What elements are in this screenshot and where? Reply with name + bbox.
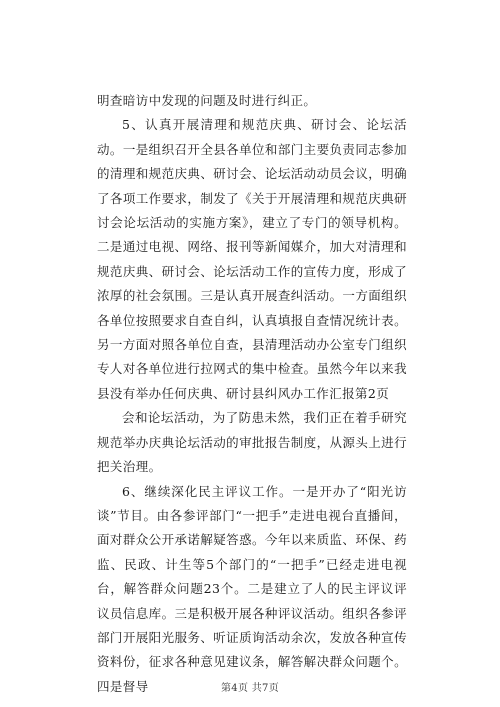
paragraph-item-5: 5、认真开展清理和规范庆典、研讨会、论坛活动。一是组织召开全县各单位和部门主要负责同志参加的清理和规范庆典、研讨会、论坛活动动员会议，明确了各项工作要求，制发了《关于开展清理和规范庆典研讨会论坛活动的实施方案》，建立了专门的领导机构。二是通过电视、网络、报刊等新闻媒介，加大对清理和规范庆典、研讨会、论坛活动工作的宣传力度，形成了浓厚的社会氛围。三是认真开展查纠活动。一方面组织各单位按照要求自查自纠，认真填报自查情况统计表。另一方面对照各单位自查，县清理活动办公室专门组织专人对各单位进行拉网式的集中检查。虽然今年以来我县没有举办任何庆典、研讨县纠风办工作汇报第2页 xyxy=(97,117,407,401)
paragraph-continuation: 明查暗访中发现的问题及时进行纠正。 xyxy=(97,93,317,108)
paragraph-item-5-continued: 会和论坛活动，为了防患未然，我们正在着手研究规范举办庆典论坛活动的审批报告制度，从源头上进行把关治理。 xyxy=(97,410,407,475)
page-number-footer: 第4页 共7页 xyxy=(220,683,279,694)
document-body xyxy=(97,89,407,699)
paragraph-item-6: 6、继续深化民主评议工作。一是开办了“阳光访谈”节目。由各参评部门“一把手”走进电视台直播间，面对群众公开承诺解疑答惑。今年以来质监、环保、药监、民政、计生等5个部门的“一把手”已经走进电视台，解答群众问题23个。二是建立了人的民主评议评议员信息库。三是积极开展各种评议活动。组织各参评部门开展阳光服务、听证质询活动余次，发放各种宣传资料份，征求各种意见建议条，解答解决群众问题个。四是督导 xyxy=(97,483,407,694)
